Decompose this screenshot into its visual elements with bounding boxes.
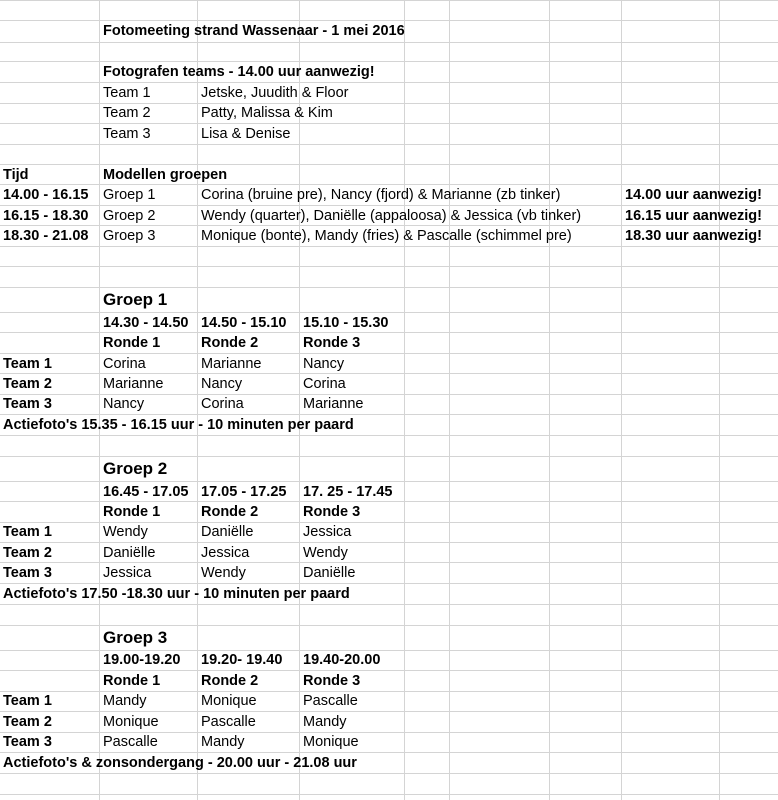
model-horses[interactable]: Corina (bruine pre), Nancy (fjord) & Marianne (zb tinker) — [201, 187, 561, 203]
round-header[interactable]: Ronde 1 — [103, 335, 161, 351]
model-present[interactable]: 14.00 uur aanwezig! — [625, 187, 762, 203]
schedule-cell[interactable]: Corina — [303, 376, 346, 392]
model-horses[interactable]: Wendy (quarter), Daniëlle (appaloosa) & Jessica (vb tinker) — [201, 208, 582, 224]
model-present[interactable]: 18.30 uur aanwezig! — [625, 228, 762, 244]
schedule-cell[interactable]: Daniëlle — [303, 565, 356, 581]
team-members[interactable]: Patty, Malissa & Kim — [201, 105, 333, 121]
group-title[interactable]: Groep 3 — [103, 628, 168, 647]
schedule-cell[interactable]: Monique — [103, 714, 159, 730]
schedule-cell[interactable]: Jessica — [303, 524, 352, 540]
schedule-cell[interactable]: Pascalle — [201, 714, 256, 730]
schedule-cell[interactable]: Jessica — [103, 565, 152, 581]
round-header[interactable]: Ronde 2 — [201, 504, 259, 520]
model-group[interactable]: Groep 2 — [103, 208, 156, 224]
slot-time[interactable]: 19.00-19.20 — [103, 652, 181, 668]
sheet-title[interactable]: Fotomeeting strand Wassenaar - 1 mei 2016 — [103, 23, 405, 39]
schedule-cell[interactable]: Pascalle — [103, 734, 158, 750]
group-title[interactable]: Groep 1 — [103, 290, 168, 309]
row-team[interactable]: Team 3 — [3, 396, 52, 412]
row-team[interactable]: Team 2 — [3, 714, 52, 730]
teams-header[interactable]: Fotografen teams - 14.00 uur aanwezig! — [103, 64, 375, 80]
model-time[interactable]: 16.15 - 18.30 — [3, 208, 89, 224]
row-team[interactable]: Team 2 — [3, 545, 52, 561]
schedule-cell[interactable]: Mandy — [103, 693, 147, 709]
schedule-cell[interactable]: Jessica — [201, 545, 250, 561]
round-header[interactable]: Ronde 3 — [303, 673, 361, 689]
team-label[interactable]: Team 1 — [103, 85, 151, 101]
schedule-cell[interactable]: Monique — [303, 734, 359, 750]
row-team[interactable]: Team 1 — [3, 524, 52, 540]
row-team[interactable]: Team 1 — [3, 693, 52, 709]
action-photos-note[interactable]: Actiefoto's & zonsondergang - 20.00 uur - 21.08 uur — [3, 755, 357, 771]
slot-time[interactable]: 15.10 - 15.30 — [303, 315, 389, 331]
schedule-cell[interactable]: Corina — [201, 396, 244, 412]
model-present[interactable]: 16.15 uur aanwezig! — [625, 208, 762, 224]
round-header[interactable]: Ronde 1 — [103, 504, 161, 520]
round-header[interactable]: Ronde 2 — [201, 335, 259, 351]
row-team[interactable]: Team 3 — [3, 734, 52, 750]
round-header[interactable]: Ronde 1 — [103, 673, 161, 689]
schedule-cell[interactable]: Nancy — [103, 396, 145, 412]
models-header[interactable]: Modellen groepen — [103, 167, 228, 183]
action-photos-note[interactable]: Actiefoto's 15.35 - 16.15 uur - 10 minuten per paard — [3, 417, 354, 433]
round-header[interactable]: Ronde 2 — [201, 673, 259, 689]
row-team[interactable]: Team 2 — [3, 376, 52, 392]
time-header[interactable]: Tijd — [3, 167, 29, 183]
schedule-cell[interactable]: Monique — [201, 693, 257, 709]
model-time[interactable]: 18.30 - 21.08 — [3, 228, 89, 244]
model-horses[interactable]: Monique (bonte), Mandy (fries) & Pascalle (schimmel pre) — [201, 228, 572, 244]
slot-time[interactable]: 16.45 - 17.05 — [103, 484, 189, 500]
model-group[interactable]: Groep 1 — [103, 187, 156, 203]
schedule-cell[interactable]: Wendy — [103, 524, 148, 540]
row-team[interactable]: Team 1 — [3, 356, 52, 372]
schedule-cell[interactable]: Mandy — [303, 714, 347, 730]
schedule-cell[interactable]: Corina — [103, 356, 146, 372]
schedule-cell[interactable]: Wendy — [303, 545, 348, 561]
model-group[interactable]: Groep 3 — [103, 228, 156, 244]
schedule-cell[interactable]: Nancy — [303, 356, 345, 372]
schedule-cell[interactable]: Mandy — [201, 734, 245, 750]
slot-time[interactable]: 19.40-20.00 — [303, 652, 381, 668]
schedule-cell[interactable]: Wendy — [201, 565, 246, 581]
schedule-cell[interactable]: Pascalle — [303, 693, 358, 709]
row-team[interactable]: Team 3 — [3, 565, 52, 581]
slot-time[interactable]: 19.20- 19.40 — [201, 652, 283, 668]
slot-time[interactable]: 14.30 - 14.50 — [103, 315, 189, 331]
round-header[interactable]: Ronde 3 — [303, 504, 361, 520]
slot-time[interactable]: 17.05 - 17.25 — [201, 484, 287, 500]
round-header[interactable]: Ronde 3 — [303, 335, 361, 351]
model-time[interactable]: 14.00 - 16.15 — [3, 187, 89, 203]
team-members[interactable]: Lisa & Denise — [201, 126, 291, 142]
schedule-cell[interactable]: Marianne — [103, 376, 164, 392]
slot-time[interactable]: 17. 25 - 17.45 — [303, 484, 393, 500]
slot-time[interactable]: 14.50 - 15.10 — [201, 315, 287, 331]
action-photos-note[interactable]: Actiefoto's 17.50 -18.30 uur - 10 minuten per paard — [3, 586, 350, 602]
group-title[interactable]: Groep 2 — [103, 459, 168, 478]
schedule-cell[interactable]: Daniëlle — [103, 545, 156, 561]
team-label[interactable]: Team 3 — [103, 126, 151, 142]
schedule-cell[interactable]: Nancy — [201, 376, 243, 392]
team-label[interactable]: Team 2 — [103, 105, 151, 121]
schedule-cell[interactable]: Marianne — [201, 356, 262, 372]
schedule-cell[interactable]: Marianne — [303, 396, 364, 412]
team-members[interactable]: Jetske, Juudith & Floor — [201, 85, 349, 101]
schedule-cell[interactable]: Daniëlle — [201, 524, 254, 540]
